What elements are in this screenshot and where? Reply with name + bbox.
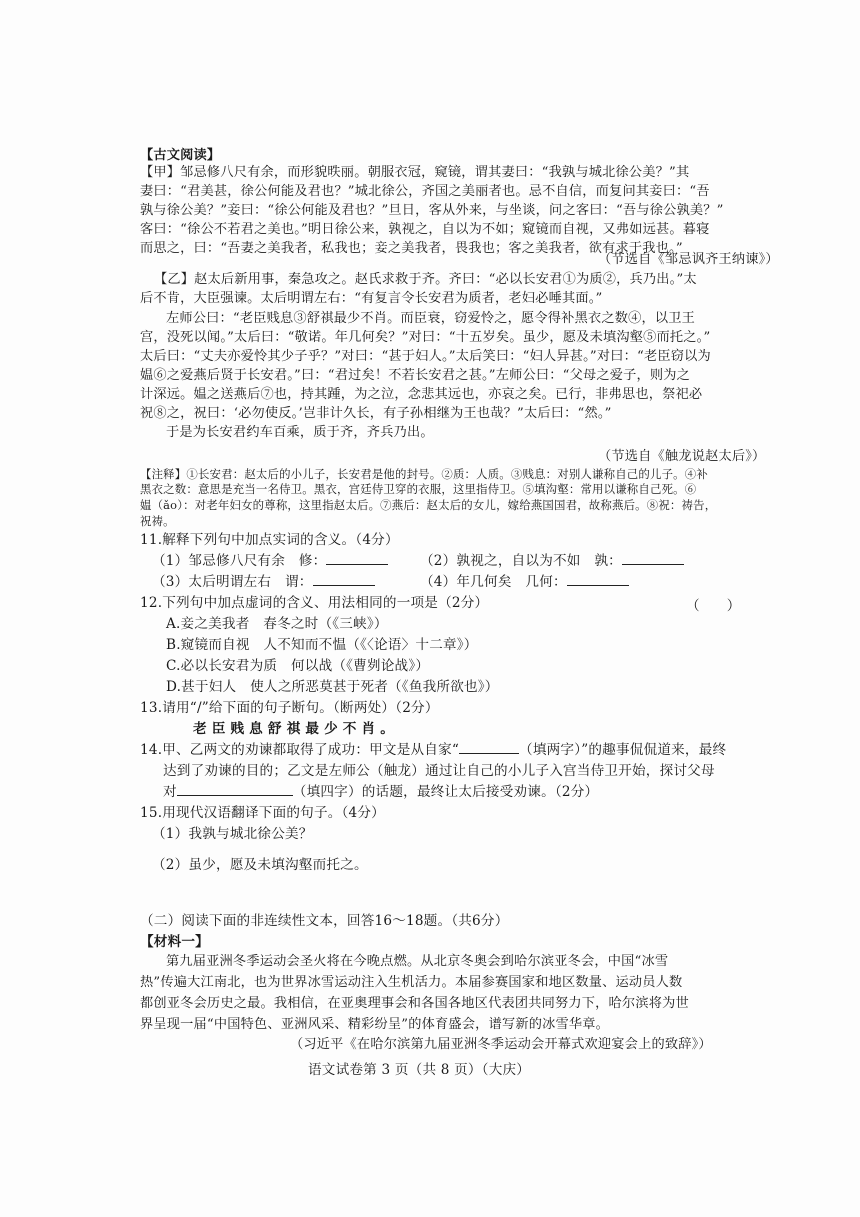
material-source: （习近平《在哈尔滨第九届亚洲冬季运动会开幕式欢迎宴会上的致辞》） — [290, 1037, 712, 1052]
material-line: 界呈现一届“中国特色、亚洲风采、精彩纷呈”的体育盛会，谱写新的冰雪华章。 — [140, 1017, 610, 1032]
answer-blank[interactable] — [459, 741, 519, 754]
q14-text: （填两字）”的趣事侃侃道来，最终 — [519, 742, 727, 758]
item-word: 谓： — [285, 574, 313, 590]
passage-line: 计深远。媪之送燕后⑦也，持其踵，为之泣，念悲其远也，亦哀之矣。已行，非弗思也，祭祀必 — [140, 387, 703, 402]
q14-line — [140, 741, 726, 759]
item-text: （2）孰视之，自以为不如 — [420, 553, 581, 569]
note-line: 媪（ǎo）：对老年妇女的尊称，这里指赵太后。⑦燕后：赵太后的女儿，嫁给燕国国君，故称燕后。⑧祝：祷告， — [140, 498, 717, 512]
item-word: 孰： — [594, 553, 622, 569]
answer-paren[interactable]: （ ） — [686, 598, 741, 614]
option-c: C.必以长安君为质 何以战（《曹刿论战》） — [166, 658, 430, 674]
passage-source: （节选自《触龙说赵太后》） — [598, 449, 766, 464]
item-text: （1）邹忌修八尺有余 — [152, 553, 285, 569]
option-d: D.甚于妇人 使人之所恶莫甚于死者（《鱼我所欲也》） — [166, 679, 499, 695]
item-text: （4）年几何矣 — [420, 574, 512, 590]
part-heading: （二）阅读下面的非连续性文本，回答16～18题。（共6分） — [140, 913, 509, 929]
note-line: 【注释】①长安君：赵太后的小儿子，长安君是他的封号。②质：人质。③贱息：对别人谦称自己的儿子。④补 — [140, 467, 708, 481]
question-stem: 15.用现代汉语翻译下面的句子。（4分） — [140, 805, 385, 821]
note-line: 黑衣之数：意思是充当一名侍卫。黑衣，宫廷侍卫穿的衣服，这里指侍卫。⑤填沟壑：常用以谦称自己死。⑥ — [140, 482, 697, 496]
item-word: 修： — [298, 553, 327, 569]
option-a: A.妾之美我者 春冬之时（《三峡》） — [166, 616, 388, 632]
passage-source: （节选自《邹忌讽齐王纳谏》） — [598, 252, 779, 267]
sentence-to-punctuate: 老 臣 贱 息 舒 祺 最 少 不 肖 。 — [193, 721, 395, 737]
question-stem: 11.解释下列句中加点实词的含义。（4分） — [140, 532, 399, 548]
answer-blank[interactable] — [567, 573, 629, 586]
answer-blank[interactable] — [326, 552, 388, 565]
question-stem: 13.请用“/”给下面的句子断句。（断两处）（2分） — [140, 700, 439, 716]
page-footer: 语文试卷第 3 页（共 8 页）（大庆） — [308, 1062, 531, 1078]
item-text: （3）太后明谓左右 — [152, 574, 272, 590]
passage-line: 于是为长安君约车百乘，质于齐，齐兵乃出。 — [166, 425, 434, 440]
option-b: B.窥镜而自视 人不知而不愠（《〈论语〉十二章》） — [166, 637, 478, 653]
q14-text: （填四字）的话题，最终让太后接受劝谏。（2分） — [292, 784, 599, 800]
material-line: 热”传遍大江南北，也为世界冰雪运动注入生机活力。本届参赛国家和地区数量、运动员人数 — [140, 975, 683, 990]
passage-line: 媪⑥之爱燕后贤于长安君。”曰：“君过矣！不若长安君之甚。”左师公曰：“父母之爱子，则为之 — [140, 368, 691, 383]
passage-line: 太后曰：“丈夫亦爱怜其少子乎？”对曰：“甚于妇人。”太后笑曰：“妇人异甚。”对曰：“老臣窃以为 — [140, 349, 711, 364]
translate-item: （2）虽少，愿及未填沟壑而托之。 — [152, 857, 368, 873]
passage-line: 孰与徐公美？”妾曰：“徐公何能及君也？”旦日，客从外来，与坐谈，问之客曰：“吾与徐公孰美？” — [140, 203, 724, 218]
note-line: 祝祷。 — [140, 514, 175, 528]
q14-line: 达到了劝谏的目的；乙文是左师公（触龙）通过让自己的小儿子入宫当侍卫开始，探讨父母 — [163, 763, 715, 779]
q14-text: 对 — [163, 784, 177, 800]
q14-line — [163, 783, 598, 801]
section-title: 【古文阅读】 — [140, 148, 221, 163]
q14-text: 14.甲、乙两文的劝谏都取得了成功：甲文是从自家“ — [140, 742, 460, 758]
passage-line: 左师公曰：“老臣贱息③舒祺最少不肖。而臣衰，窃爱怜之，愿令得补黑衣之数④，以卫王 — [166, 311, 696, 326]
passage-line: 客曰：“徐公不若君之美也。”明日徐公来，孰视之，自以为不如；窥镜而自视，又弗如远甚。暮寝 — [140, 222, 710, 237]
material-title: 【材料一】 — [140, 934, 209, 950]
answer-blank[interactable] — [622, 552, 684, 565]
passage-line: 祝⑧之，祝曰：‘必勿使反。’岂非计久长，有子孙相继为王也哉？”太后曰：“然。” — [140, 406, 612, 421]
answer-blank[interactable] — [177, 783, 293, 796]
material-line: 都创亚冬会历史之最。我相信，在亚奥理事会和各国各地区代表团共同努力下，哈尔滨将为世 — [140, 996, 689, 1011]
item-word: 几何： — [525, 574, 567, 590]
question-stem: 12.下列句中加点虚词的含义、用法相同的一项是（2分） — [140, 595, 489, 611]
translate-item: （1）我孰与城北徐公美？ — [152, 826, 313, 842]
q11-item — [152, 552, 388, 570]
passage-line: 而思之，曰：“吾妻之美我者，私我也；妾之美我者，畏我也；客之美我者，欲有求于我也。” — [140, 241, 683, 256]
q11-item — [152, 573, 375, 591]
q11-item — [420, 573, 629, 591]
answer-blank[interactable] — [313, 573, 375, 586]
passage-line: 【乙】赵太后新用事，秦急攻之。赵氏求救于齐。齐曰：“必以长安君①为质②，兵乃出。”太 — [154, 272, 697, 287]
material-line: 第九届亚洲冬季运动会圣火将在今晚点燃。从北京冬奥会到哈尔滨亚冬会，中国“冰雪 — [166, 954, 669, 969]
passage-line: 【甲】邹忌修八尺有余，而形貌昳丽。朝服衣冠，窥镜，谓其妻曰：“我孰与城北徐公美？”其 — [140, 165, 690, 180]
passage-line: 妻曰：“君美甚，徐公何能及君也？”城北徐公，齐国之美丽者也。忌不自信，而复问其妾曰：“吾 — [140, 184, 710, 199]
passage-line: 后不肯，大臣强谏。太后明谓左右：“有复言令长安君为质者，老妇必唾其面。” — [140, 291, 603, 306]
q11-item — [420, 552, 684, 570]
passage-line: 宫，没死以闻。”太后曰：“敬诺。年几何矣？”对曰：“十五岁矣。虽少，愿及未填沟壑⑤而托之。” — [140, 330, 711, 345]
